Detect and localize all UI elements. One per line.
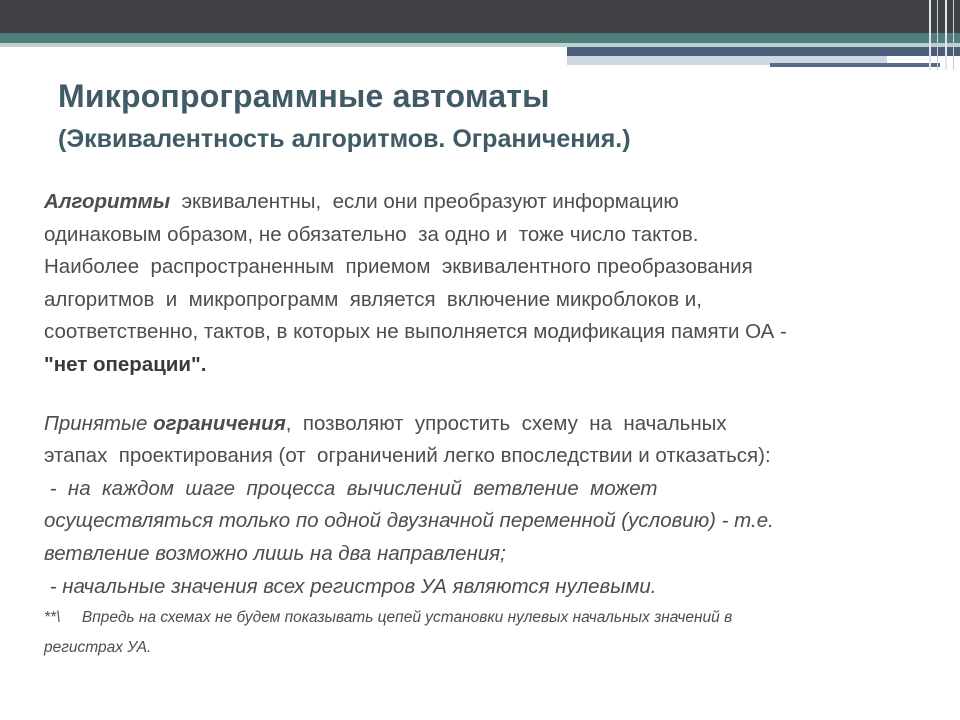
bullet-registers: - начальные значения всех регистров УА являются нулевыми. bbox=[44, 574, 657, 598]
slide-content bbox=[44, 186, 934, 663]
text-line: одинаковым образом, не обязательно за одно и тоже число тактов. bbox=[44, 222, 699, 246]
header-teal-band bbox=[0, 33, 960, 43]
header-accent-bar bbox=[567, 47, 960, 56]
bullet-branching-line: - на каждом шаге процесса вычислений ветвление может bbox=[44, 476, 658, 500]
text-line bbox=[44, 186, 934, 219]
text-line bbox=[44, 408, 934, 441]
header-stripe bbox=[929, 0, 931, 70]
text-line: алгоритмов и микропрограмм является включение микроблоков и, bbox=[44, 287, 702, 311]
no-operation-term: "нет операции". bbox=[44, 352, 207, 376]
slide-subtitle: (Эквивалентность алгоритмов. Ограничения.) bbox=[58, 125, 631, 153]
term-algorithms: Алгоритмы bbox=[44, 190, 171, 213]
text-run: эквивалентны, если они преобразуют информацию bbox=[170, 190, 679, 213]
header-stripe bbox=[953, 0, 954, 70]
footnote-line: **\ Впредь на схемах не будем показывать цепей установки нулевых начальных значений в bbox=[44, 609, 733, 627]
header-dark-band bbox=[0, 0, 960, 33]
text-line: соответственно, тактов, в которых не выполняется модификация памяти ОА - bbox=[44, 320, 787, 344]
text-run: Принятые bbox=[44, 411, 154, 435]
paragraph-gap bbox=[44, 382, 934, 408]
paragraph-restrictions bbox=[44, 408, 934, 604]
text-run: , позволяют упростить схему на начальных bbox=[285, 411, 727, 435]
term-restrictions: ограничения bbox=[153, 411, 286, 435]
text-line: Наиболее распространенным приемом эквивалентного преобразования bbox=[44, 255, 753, 279]
bullet-branching-line: осуществляться только по одной двузначной переменной (условию) - т.е. bbox=[44, 509, 774, 533]
bullet-branching-line: ветвление возможно лишь на два направления; bbox=[44, 541, 506, 565]
footnote-line: регистрах УА. bbox=[44, 639, 152, 657]
header-stripe bbox=[945, 0, 947, 70]
paragraph-equivalence bbox=[44, 186, 934, 382]
text-line: этапах проектирования (от ограничений легко впоследствии и отказаться): bbox=[44, 444, 771, 468]
header-stripe bbox=[937, 0, 938, 70]
footnote bbox=[44, 603, 934, 663]
header-accent-bar-thin bbox=[770, 63, 940, 67]
slide-title: Микропрограммные автоматы bbox=[58, 78, 550, 114]
